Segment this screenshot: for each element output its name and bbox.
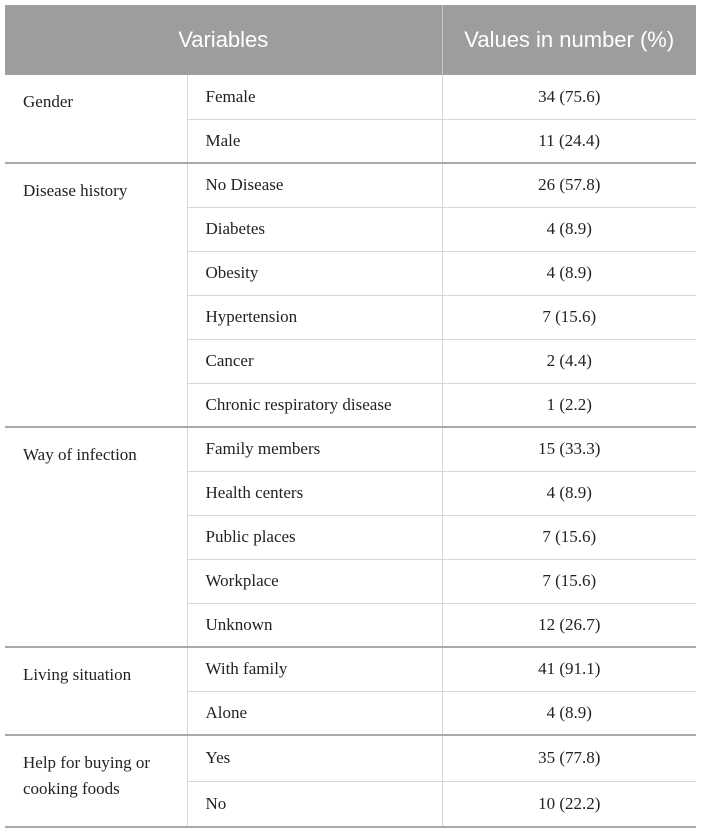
- table-body: [5, 75, 696, 827]
- table-row: [5, 647, 696, 691]
- value-cell: 10 (22.2): [442, 781, 696, 827]
- category-cell: Unknown: [187, 603, 442, 647]
- category-cell: Cancer: [187, 339, 442, 383]
- value-cell: 2 (4.4): [442, 339, 696, 383]
- header-row: [5, 5, 696, 75]
- variable-name-way-of-infection: Way of infection: [5, 427, 187, 647]
- value-cell: 11 (24.4): [442, 119, 696, 163]
- value-cell: 7 (15.6): [442, 295, 696, 339]
- category-cell: Diabetes: [187, 207, 442, 251]
- category-cell: Workplace: [187, 559, 442, 603]
- value-cell: 35 (77.8): [442, 735, 696, 781]
- demographics-table-container: [5, 5, 696, 828]
- value-cell: 26 (57.8): [442, 163, 696, 207]
- value-cell: 15 (33.3): [442, 427, 696, 471]
- category-cell: Hypertension: [187, 295, 442, 339]
- value-cell: 34 (75.6): [442, 75, 696, 119]
- category-cell: Yes: [187, 735, 442, 781]
- demographics-table: [5, 5, 696, 828]
- value-cell: 4 (8.9): [442, 691, 696, 735]
- value-cell: 4 (8.9): [442, 207, 696, 251]
- value-cell: 7 (15.6): [442, 515, 696, 559]
- header-variables: Variables: [5, 5, 442, 75]
- category-cell: No Disease: [187, 163, 442, 207]
- value-cell: 12 (26.7): [442, 603, 696, 647]
- category-cell: Family members: [187, 427, 442, 471]
- category-cell: Public places: [187, 515, 442, 559]
- category-cell: Obesity: [187, 251, 442, 295]
- value-cell: 7 (15.6): [442, 559, 696, 603]
- table-header: [5, 5, 696, 75]
- category-cell: Male: [187, 119, 442, 163]
- category-cell: Chronic respiratory disease: [187, 383, 442, 427]
- header-values: Values in number (%): [442, 5, 696, 75]
- category-cell: Health centers: [187, 471, 442, 515]
- category-cell: Female: [187, 75, 442, 119]
- value-cell: 4 (8.9): [442, 471, 696, 515]
- category-cell: With family: [187, 647, 442, 691]
- category-cell: Alone: [187, 691, 442, 735]
- table-row: [5, 427, 696, 471]
- variable-name-disease-history: Disease history: [5, 163, 187, 427]
- table-row: [5, 75, 696, 119]
- variable-name-living-situation: Living situation: [5, 647, 187, 735]
- value-cell: 4 (8.9): [442, 251, 696, 295]
- table-row: [5, 735, 696, 781]
- category-cell: No: [187, 781, 442, 827]
- value-cell: 1 (2.2): [442, 383, 696, 427]
- value-cell: 41 (91.1): [442, 647, 696, 691]
- variable-name-help-for-foods: Help for buying or cooking foods: [5, 735, 187, 827]
- table-row: [5, 163, 696, 207]
- variable-name-gender: Gender: [5, 75, 187, 163]
